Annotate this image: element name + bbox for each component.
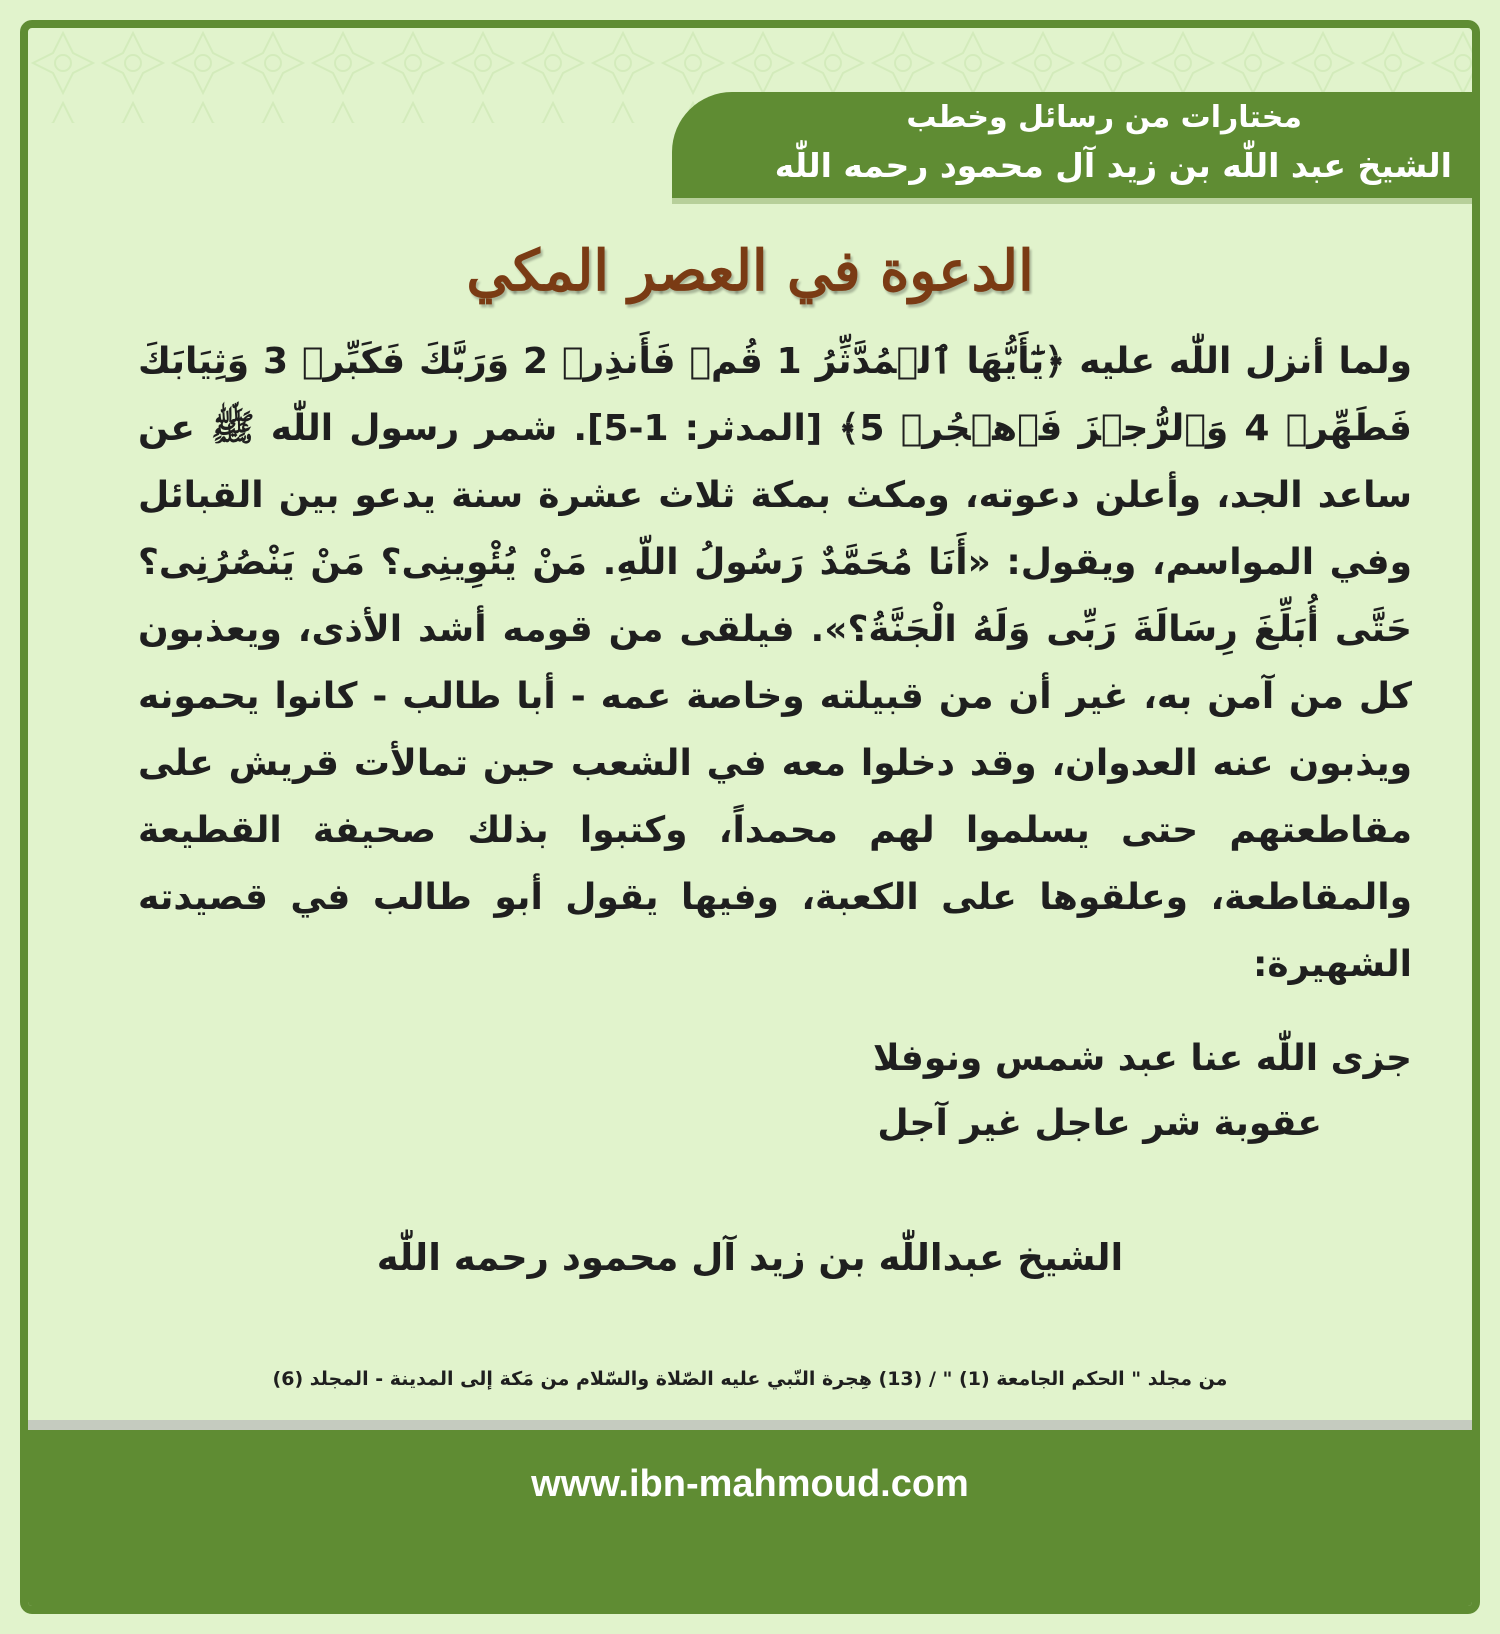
footer-banner bbox=[28, 1430, 1472, 1606]
poem-line-1: جزى اللّٰه عنا عبد شمس ونوفلا bbox=[872, 1038, 1412, 1079]
author-signature: الشيخ عبداللّٰه بن زيد آل محمود رحمه اللّٰه bbox=[376, 1236, 1124, 1279]
poem-line-2: عقوبة شر عاجل غير آجل bbox=[877, 1103, 1322, 1144]
article-body: ولما أنزل اللّٰه عليه ﴿يَٰٓأَيُّهَا ٱلۡمُدَّثِّرُ 1 قُمۡ فَأَنذِرۡ 2 وَرَبَّكَ فَكَبِّرۡ 3 وَثِيَابَكَ فَطَهِّرۡ 4 وَٱلرُّجۡزَ فَٱهۡجُرۡ 5﴾ [المدثر: 1-5]. شمر رسول اللّٰه ﷺ عن ساعد الجد، وأعلن دعوته، ومكث بمكة ثلاث عشرة سنة يدعو بين القبائل وفي المواسم، ويقول: «أَنَا مُحَمَّدٌ رَسُولُ اللّهِ. مَنْ يُئْوِينِى؟ مَنْ يَنْصُرُنِى؟ حَتَّى أُبَلِّغَ رِسَالَةَ رَبِّى وَلَهُ الْجَنَّةُ؟». فيلقى من قومه أشد الأذى، ويعذبون كل من آمن به، غير أن من قبيلته وخاصة عمه - أبا طالب - كانوا يحمونه ويذبون عنه العدوان، وقد دخلوا معه في الشعب حين تمالأت قريش على مقاطعتهم حتى يسلموا لهم محمداً، وكتبوا بذلك صحيفة القطيعة والمقاطعة، وعلقوها على الكعبة، وفيها يقول أبو طالب في قصيدته الشهيرة: bbox=[138, 341, 1413, 985]
header-subtitle: مختارات من رسائل وخطب bbox=[906, 100, 1302, 135]
source-citation: من مجلد " الحكم الجامعة (1) " / (13) هِجرة النّبي عليه الصّلاة والسّلام من مَكة إلى المدينة - المجلد (6) bbox=[272, 1368, 1228, 1390]
header-banner bbox=[672, 92, 1472, 204]
card-frame bbox=[20, 20, 1480, 1614]
header-author: الشيخ عبد اللّٰه بن زيد آل محمود رحمه اللّٰه bbox=[774, 146, 1452, 185]
divider bbox=[28, 1420, 1472, 1430]
article-title: الدعوة في العصر المكي bbox=[466, 238, 1034, 304]
website-link[interactable]: www.ibn-mahmoud.com bbox=[531, 1463, 969, 1505]
